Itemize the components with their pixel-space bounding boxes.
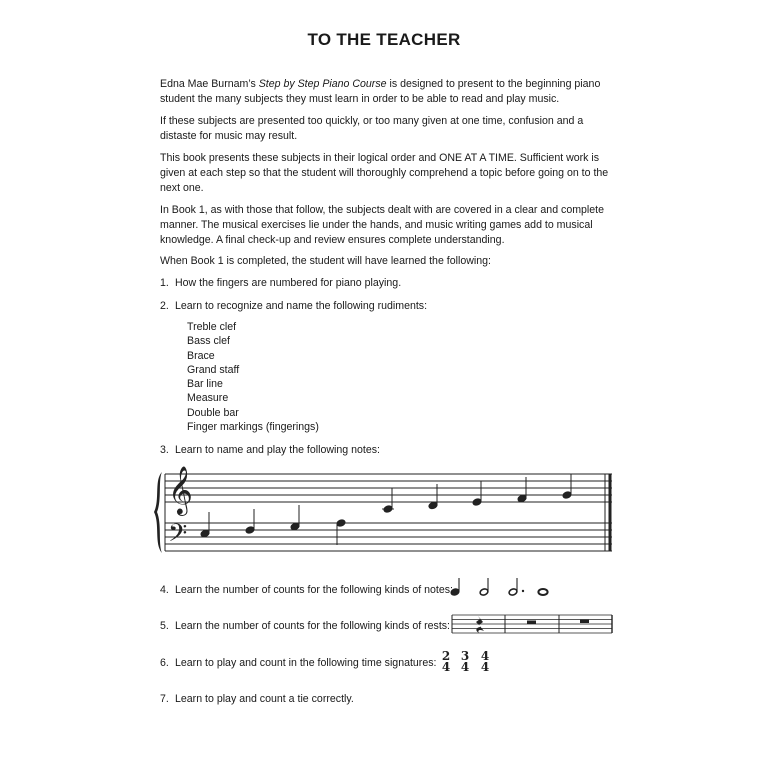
paragraph-order: This book presents these subjects in their logical order and ONE AT A TIME. Sufficient work is given at each step so that the student will thoroughly comprehend a topic before going on to the next one. bbox=[160, 152, 609, 194]
item-5-number: 5. bbox=[160, 620, 169, 632]
rudiment-item: Grand staff bbox=[187, 363, 240, 376]
time-sig-top: 4 bbox=[480, 649, 490, 663]
note-head bbox=[383, 505, 393, 514]
item-4-number: 4. bbox=[160, 584, 169, 596]
item-7-text: Learn to play and count a tie correctly. bbox=[175, 693, 354, 705]
item-6 bbox=[160, 656, 630, 671]
time-sig-top: 3 bbox=[460, 649, 470, 663]
item-2-number: 2. bbox=[160, 300, 169, 312]
intro-author: Edna Mae Burnam’s bbox=[160, 78, 259, 90]
treble-staff bbox=[165, 474, 612, 502]
note-head bbox=[562, 491, 572, 500]
note-head bbox=[517, 494, 527, 503]
item-7 bbox=[160, 692, 630, 707]
rudiment-item: Bar line bbox=[187, 378, 223, 391]
item-1-text: How the fingers are numbered for piano playing. bbox=[175, 277, 402, 289]
note-head bbox=[428, 501, 438, 510]
note-head bbox=[245, 526, 255, 535]
item-6-number: 6. bbox=[160, 657, 169, 669]
item-2-text: Learn to recognize and name the following rudiments: bbox=[175, 300, 428, 312]
item-5 bbox=[160, 619, 630, 634]
item-4 bbox=[160, 583, 630, 598]
note-head bbox=[200, 529, 210, 538]
time-sig-bottom: 4 bbox=[441, 660, 451, 674]
treble-clef-icon: 𝄞 bbox=[168, 465, 193, 514]
rudiment-item: Measure bbox=[187, 392, 229, 405]
page-title: TO THE TEACHER bbox=[307, 30, 461, 49]
item-6-text: Learn to play and count in the following time signatures: bbox=[175, 657, 437, 669]
bass-clef-icon: 𝄢 bbox=[168, 519, 188, 554]
item-5-text: Learn the number of counts for the following kinds of rests: bbox=[175, 620, 450, 632]
item-3-text: Learn to name and play the following notes: bbox=[175, 444, 380, 456]
rudiment-item: Treble clef bbox=[187, 321, 237, 333]
intro-course-title: Step by Step Piano Course bbox=[258, 78, 387, 90]
bass-staff bbox=[165, 523, 612, 551]
item-7-number: 7. bbox=[160, 693, 169, 705]
paragraph-summary: When Book 1 is completed, the student will have learned the following: bbox=[160, 255, 491, 267]
intro-rest: is designed to present to the beginning piano student the many subjects they must learn in order to be able to read and play music. bbox=[160, 78, 601, 105]
time-sig-bottom: 4 bbox=[460, 660, 470, 674]
note-head bbox=[290, 522, 300, 531]
rudiment-item: Brace bbox=[187, 349, 215, 362]
treble-notes bbox=[382, 474, 572, 513]
paragraph-pacing: If these subjects are presented too quickly, or too many given at one time, confusion and a distaste for music may result. bbox=[160, 115, 584, 142]
item-4-text: Learn the number of counts for the following kinds of notes: bbox=[175, 584, 453, 596]
item-3-number: 3. bbox=[160, 444, 169, 456]
item-1-number: 1. bbox=[160, 277, 169, 289]
bass-notes bbox=[200, 505, 346, 545]
time-sig-top: 2 bbox=[441, 649, 451, 663]
note-head bbox=[336, 519, 346, 528]
brace-icon bbox=[154, 472, 162, 553]
rudiment-item: Finger markings (fingerings) bbox=[187, 421, 319, 434]
rudiment-item: Bass clef bbox=[187, 335, 230, 348]
paragraph-book1: In Book 1, as with those that follow, the subjects dealt with are covered in a clear and complete manner. The musical exercises lie under the hands, and music writing games add to musical knowledge. A final check-up and review ensures complete understanding. bbox=[160, 204, 605, 246]
time-sig-bottom: 4 bbox=[480, 660, 490, 674]
rudiment-item: Double bar bbox=[187, 406, 239, 419]
note-head bbox=[472, 498, 482, 507]
